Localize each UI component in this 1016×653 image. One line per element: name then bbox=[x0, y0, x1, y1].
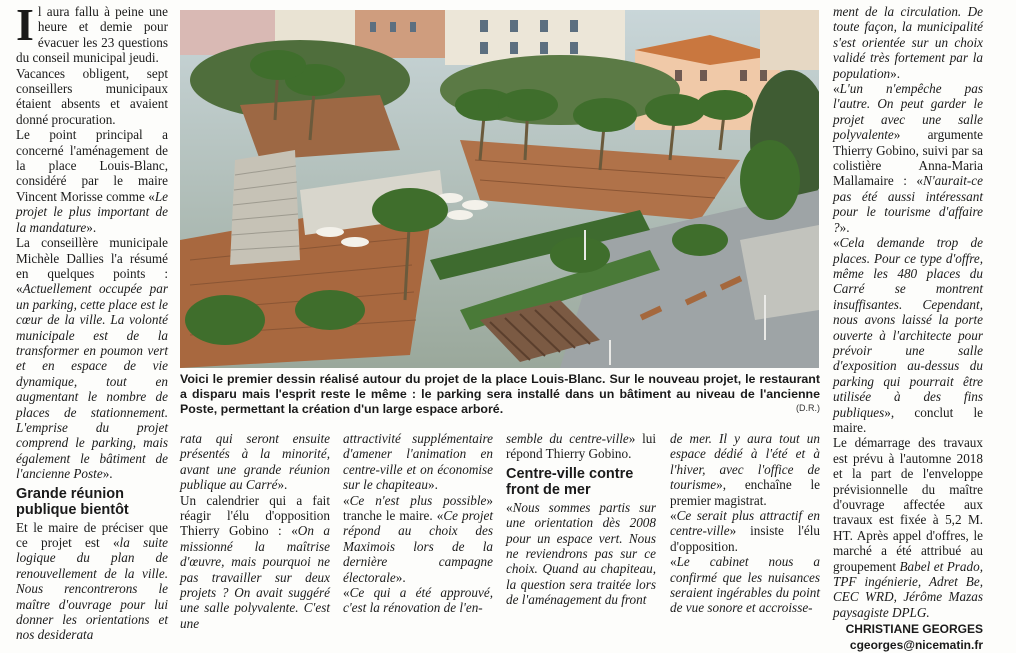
article-column-5 bbox=[670, 431, 820, 616]
project-rendering-image bbox=[180, 10, 819, 368]
paragraph: ment de la circulation. De toute façon, la municipalité s'est orientée sur un choix validé très fortement par la population». bbox=[833, 4, 983, 81]
paragraph: Vacances obligent, sept conseillers municipaux étaient absents et avaient donné procuration. bbox=[16, 65, 168, 127]
paragraph: «Ce n'est plus possible» tranche le maire. «Ce projet répond au choix des Maximois lors de la dernière campagne électorale». bbox=[343, 492, 493, 585]
paragraph: Le démarrage des travaux est prévu à l'automne 2018 et la part de l'enveloppe prévisionnelle du maître d'ouvrage affectée aux travaux est fixée à 5,2 M. HT. Après appel d'offres, le marché a été attribué au groupement Babel et Prado, TPF ingénierie, Adret Be, CEC WRD, Jérôme Mazas paysagiste DPLG. bbox=[833, 435, 983, 620]
paragraph: Un calendrier qui a fait réagir l'élu d'opposition Thierry Gobino : «On a missionné la maîtrise d'œuvre, mais pourquoi ne pas travailler sur deux projets ? On avait suggéré une salle polyvalente. C'est une bbox=[180, 492, 330, 631]
paragraph: «Cela demande trop de places. Pour ce type d'offre, même les 480 places du Carré se montrent insuffisantes. Cependant, nous avons laissé la porte ouverte à l'architecte pour prévoir une salle d'exposition au-dessus du parking qui pourrait être utilisée à des fins publiques», conclut le maire. bbox=[833, 235, 983, 435]
article-column-3 bbox=[343, 431, 493, 616]
intro-paragraph: Il aura fallu à peine une heure et demie pour évacuer les 23 questions du conseil municipal jeudi. bbox=[16, 0, 168, 66]
paragraph: semble du centre-ville» lui répond Thierry Gobino. bbox=[506, 431, 657, 462]
article-column-6 bbox=[833, 4, 983, 653]
paragraph: Et le maire de préciser que ce projet est «la suite logique du plan de renouvellement de la ville. Nous rencontrerons le maître d'ouvrage pour lui donner les orientations et nos desiderata bbox=[16, 519, 168, 643]
author-signature: CHRISTIANE GEORGES bbox=[845, 622, 983, 637]
article-column-2 bbox=[180, 431, 330, 631]
paragraph: de mer. Il y aura tout un espace dédié à l'été et à l'hiver, avec l'office de tourisme», enchaîne le premier magistrat. bbox=[670, 431, 820, 508]
architectural-rendering bbox=[180, 10, 819, 368]
photo-caption: Voici le premier dessin réalisé autour du projet de la place Louis-Blanc. Sur le nouveau projet, le restaurant a disparu mais l'esprit reste le même : le parking sera installé dans un bâtiment au niveau de l'ancienne Poste, permettant la création d'un large espace arboré. bbox=[180, 372, 820, 416]
paragraph: «Ce serait plus attractif en centre-ville» insiste l'élu d'opposition. bbox=[670, 508, 820, 554]
dropcap: I bbox=[16, 0, 34, 50]
paragraph: Le point principal a concerné l'aménagement de la place Louis-Blanc, considéré par le maire Vincent Morisse comme «Le projet le plus important de la mandature». bbox=[16, 127, 168, 235]
article-column-4 bbox=[506, 431, 656, 608]
subheading: Grande réunion publique bientôt bbox=[16, 485, 129, 518]
photo-credit: (D.R.) bbox=[796, 403, 820, 413]
paragraph: «Le cabinet nous a confirmé que les nuisances seraient ingérables du point de vue sonore et accroisse- bbox=[670, 554, 820, 616]
paragraph: «Ce qui a été approuvé, c'est la rénovation de l'en- bbox=[343, 585, 493, 616]
paragraph: «L'un n'empêche pas l'autre. On peut garder le projet avec une salle polyvalente» argumente Thierry Gobino, suivi par sa colistière Anna-Maria Mallamaire : «N'aurait-ce pas été aussi intéressant pour le tourisme d'affaire ?». bbox=[833, 81, 983, 235]
paragraph: rata qui seront ensuite présentés à la minorité, avant une grande réunion publique au Carré». bbox=[180, 431, 330, 493]
paragraph: «Nous sommes partis sur une orientation dès 2008 pour un espace vert. Nous ne reviendrons pas sur ce choix. Quand au chapiteau, la question sera traitée lors de l'aménagement du front bbox=[506, 499, 656, 608]
subheading: Centre-ville contre front de mer bbox=[506, 465, 634, 498]
paragraph: La conseillère municipale Michèle Dallies l'a résumé en quelques points : «Actuellement occupée par un parking, cette place est le cœur de la ville. La volonté municipale est de la transformer en poumon vert et en espace de vie dynamique, tout en augmentant le nombre de places de stationnement. L'emprise du projet comprend le parking, mais également le bâtiment de l'ancienne Poste». bbox=[16, 235, 168, 482]
author-email: cgeorges@nicematin.fr bbox=[849, 637, 983, 652]
article-column-1 bbox=[16, 0, 168, 643]
paragraph: attractivité supplémentaire d'amener l'animation en centre-ville et on économise sur le chapiteau». bbox=[343, 431, 493, 493]
